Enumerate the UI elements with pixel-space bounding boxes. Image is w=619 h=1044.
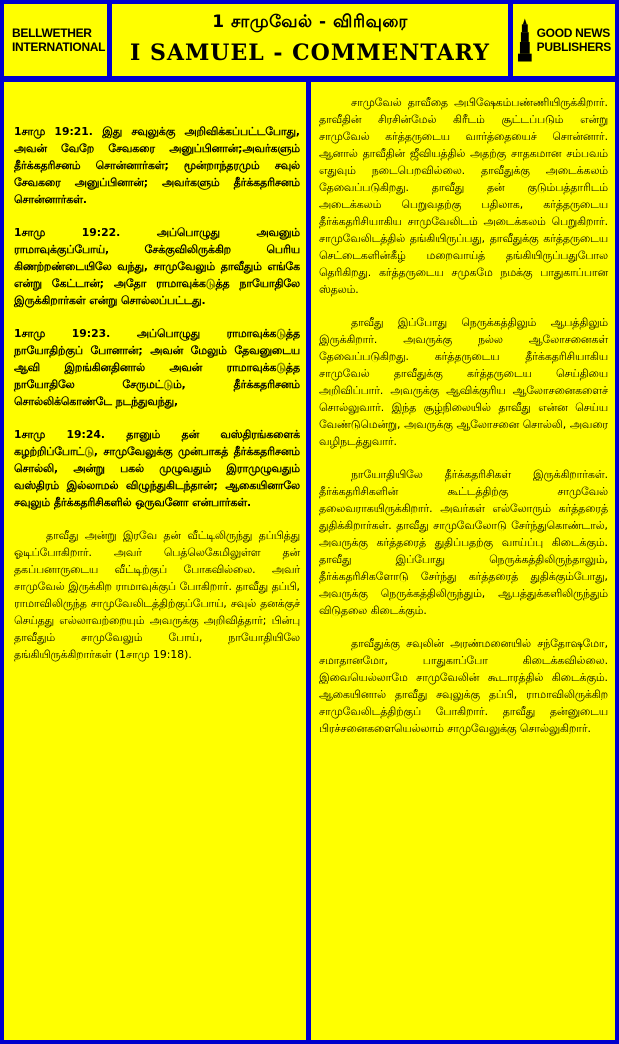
logo-left-line2: INTERNATIONAL	[12, 40, 106, 54]
commentary-paragraph-4: தாவீதுக்கு சவுலின் அரண்மனையில் சந்தோஷமோ, சமாதானமோ, பாதுகாப்போ கிடைக்கவில்லை. இவையெல்லாமே சாமுவேலின் கூடாரத்தில் கிடைக்கும். ஆகையினால் தாவீது சவுலுக்கு தப்பி, ராமாவிலிருக்கிற சாமுவேலிடத்திற்குப் போகிறார். தாவீது தன்னுடைய பிரச்சனைகளையெல்லாம் சாமுவேலுக்கு சொல்லுகிறார்.	[319, 637, 608, 735]
page-title-english: I SAMUEL - COMMENTARY	[130, 40, 490, 66]
page-title-tamil: 1 சாமுவேல் - விரிவுரை	[212, 12, 408, 32]
good-news-logo	[513, 4, 615, 76]
logo-left-line1: BELLWETHER	[12, 26, 92, 40]
commentary-paragraph: தாவீது அன்று இரவே தன் வீட்டிலிருந்து தப்பித்து ஓடிப்போகிறார். அவர் பெத்லெகேமிலுள்ள தன் தகப்பனாருடைய வீட்டிற்குப் போகவில்லை. அவர் சாமுவேல் இருக்கிற ராமாவுக்குப் போகிறார். தாவீது தப்பி, ராமாவிலிருந்த சாமுவேலிடத்திற்குப்போய், சவுல் தனக்குச் செய்தது எல்லாவற்றையும் அவருக்கு அறிவித்தார்; பின்பு தாவீதும் சாமுவேலும் போய், நாயோதியிலே தங்கியிருக்கிறார்கள் (1சாமு 19:18).	[14, 529, 300, 661]
right-column	[311, 82, 615, 1040]
commentary-paragraph-3: நாயோதியிலே தீர்க்கதரிசிகள் இருக்கிறார்கள். தீர்க்கதரிசிகளின் கூட்டத்திற்கு சாமுவேல் தலைவராகயிருக்கிறார். அவர்கள் எல்லோரும் கர்த்தரைத் துதிக்கிறார்கள். தாவீது சாமுவேலோடு சேர்ந்துகொண்டால், அவருக்கு கர்த்தரைத் துதிப்பதற்கு வாய்ப்பு கிடைக்கும். தாவீது இப்போது நெருக்கத்திலிருந்தாலும், தீர்க்கதரிசிகளோடு சேர்ந்து கர்த்தரைத் துதிக்கும்போது, அவருக்கு நெருக்கத்திலிருந்தும், ஆபத்துக்களிலிருந்தும் விடுதலை கிடைக்கும்.	[319, 468, 608, 617]
verse-19-24: 1சாமு 19:24. தானும் தன் வஸ்திரங்களைக் கழற்றிப்போட்டு, சாமுவேலுக்கு முன்பாகத் தீர்க்கதரிசனம் சொல்லி, அன்று பகல் முழுவதும் இராமுழுவதும் வஸ்திரம் இல்லாமல் விழுந்துகிடந்தான்; ஆகையினாலே சவுலும் தீர்க்கதரிசிகளில் ஒருவனோ என்பார்கள்.	[14, 428, 300, 509]
logo-right-line2: PUBLISHERS	[536, 40, 611, 54]
logo-right-line1: GOOD NEWS	[536, 26, 610, 40]
page-header	[112, 4, 508, 76]
bellwether-logo	[4, 4, 107, 76]
verse-19-22: 1சாமு 19:22. அப்பொழுது அவனும் ராமாவுக்குப்போய், சேக்குவிலிருக்கிற பெரிய கிணற்றண்டையிலே வந்து, சாமுவேலும் தாவீதும் எங்கே என்று கேட்டான்; அதோ ராமாவுக்கடுத்த நாயோதிலே இருக்கிறார்கள் என்று சொல்லப்பட்டது.	[14, 226, 300, 307]
verse-19-23: 1சாமு 19:23. அப்பொழுது ராமாவுக்கடுத்த நாயோதிற்குப் போனான்; அவன் மேலும் தேவனுடைய ஆவி இறங்கினதினால் அவன் ராமாவுக்கடுத்த நாயோதிலே சேருமட்டும், தீர்க்கதரிசனம் சொல்லிக்கொண்டே நடந்துவந்து,	[14, 327, 300, 408]
commentary-paragraph-1: சாமுவேல் தாவீதை அபிஷேகம்பண்ணியிருக்கிறார். தாவீதின் சிரசின்மேல் கிரீடம் சூட்டப்படும் என்று சாமுவேல் கர்த்தருடைய வார்த்தையைச் சொன்னார். ஆனால் தாவீதின் ஜீவியத்தில் அதற்கு சாதகமான சம்பவம் எதுவும் நடைபெறவில்லை. தாவீதுக்கு அடைக்கலம் தேவைப்படுகிறது. தாவீது தன் குடும்பத்தாரிடம் அடைக்கலம் பெறுவதற்கு பதிலாக, கர்த்தருடைய தீர்க்கதரிசியாகிய சாமுவேலிடம் அடைக்கலம் பெறுகிறார். சாமுவேலிடத்தில் தங்கியிருப்பது, தாவீதுக்கு கர்த்தருடைய செட்டைகளின்கீழ் மறைவாய்த் தங்கியிருப்பதுபோல தெரிகிறது. கர்த்தருடைய சமுகமே நமக்கு பாதுகாப்பான ஸ்தலம்.	[319, 96, 608, 296]
bell-tower-icon	[517, 18, 533, 62]
commentary-paragraph-2: தாவீது இப்போது நெருக்கத்திலும் ஆபத்திலும் இருக்கிறார். அவருக்கு நல்ல ஆலோசனைகள் தேவைப்படுகிறது. கர்த்தருடைய தீர்க்கதரிசியாகிய சாமுவேல் தாவீதுக்கு கர்த்தருடைய செய்தியை அறிவிப்பார். அவருக்கு ஆவிக்குரிய ஆலோசனைகளைச் சொல்லுவார். இந்த சூழ்நிலையில் தாவீது என்ன செய்ய வேண்டுமென்று, அவருக்கு ஆலோசனை சொல்லி, அவரை வழிநடத்துவார்.	[319, 316, 608, 448]
verse-19-21: 1சாமு 19:21. இது சவுலுக்கு அறிவிக்கப்பட்டபோது, அவன் வேறே சேவகரை அனுப்பினான்;அவர்களும் தீர்க்கதரிசனம் சொன்னார்கள்; மூன்றாந்தரமும் சவுல் சேவகரை அனுப்பினான்; அவர்களும் தீர்க்கதரிசனம் சொன்னார்கள்.	[14, 125, 300, 206]
left-column	[4, 82, 306, 1040]
